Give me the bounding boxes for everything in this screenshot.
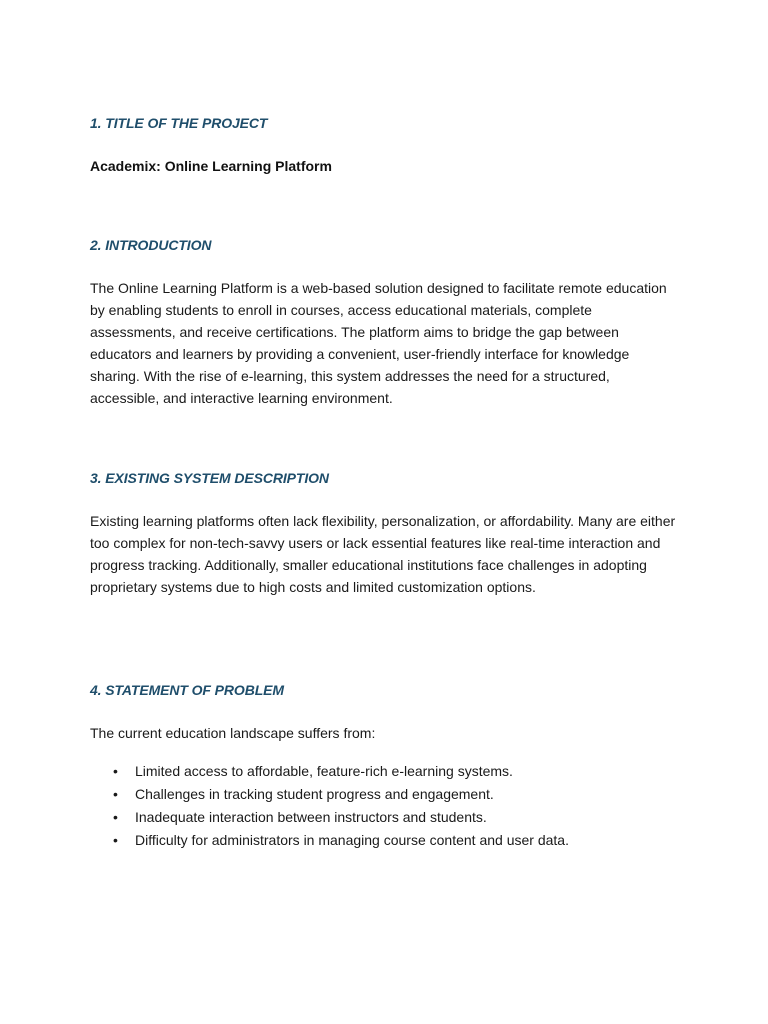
list-item [90,783,672,806]
existing-system-paragraph: Existing learning platforms often lack flexibility, personalization, or affordability. Many are either too complex for non-tech-savvy users or lack essential features like real-time interaction and progress tracking. Additionally, smaller educational institutions face challenges in adopting proprietary systems due to high costs and limited customization options. [90,513,676,595]
section-heading-existing-system: 3. EXISTING SYSTEM DESCRIPTION [90,470,329,486]
list-item [90,829,672,852]
bullet-icon: • [113,786,118,802]
section-heading-introduction: 2. INTRODUCTION [90,237,212,253]
section-heading-title: 1. TITLE OF THE PROJECT [90,115,268,131]
list-item [90,760,672,783]
list-item-text: Challenges in tracking student progress and engagement. [135,786,494,802]
project-title: Academix: Online Learning Platform [90,158,332,174]
problem-list [90,760,672,852]
list-item-text: Difficulty for administrators in managing course content and user data. [135,832,569,848]
bullet-icon: • [113,809,118,825]
problem-intro: The current education landscape suffers from: [90,725,376,741]
section-heading-problem: 4. STATEMENT OF PROBLEM [90,682,284,698]
introduction-paragraph: The Online Learning Platform is a web-based solution designed to facilitate remote education by enabling students to enroll in courses, access educational materials, complete assessments, and receive certifications. The platform aims to bridge the gap between educators and learners by providing a convenient, user-friendly interface for knowledge sharing. With the rise of e-learning, this system addresses the need for a structured, accessible, and interactive learning environment. [90,280,667,406]
list-item-text: Inadequate interaction between instructors and students. [135,809,487,825]
list-item-text: Limited access to affordable, feature-rich e-learning systems. [135,763,513,779]
bullet-icon: • [113,832,118,848]
bullet-icon: • [113,763,118,779]
list-item [90,806,672,829]
